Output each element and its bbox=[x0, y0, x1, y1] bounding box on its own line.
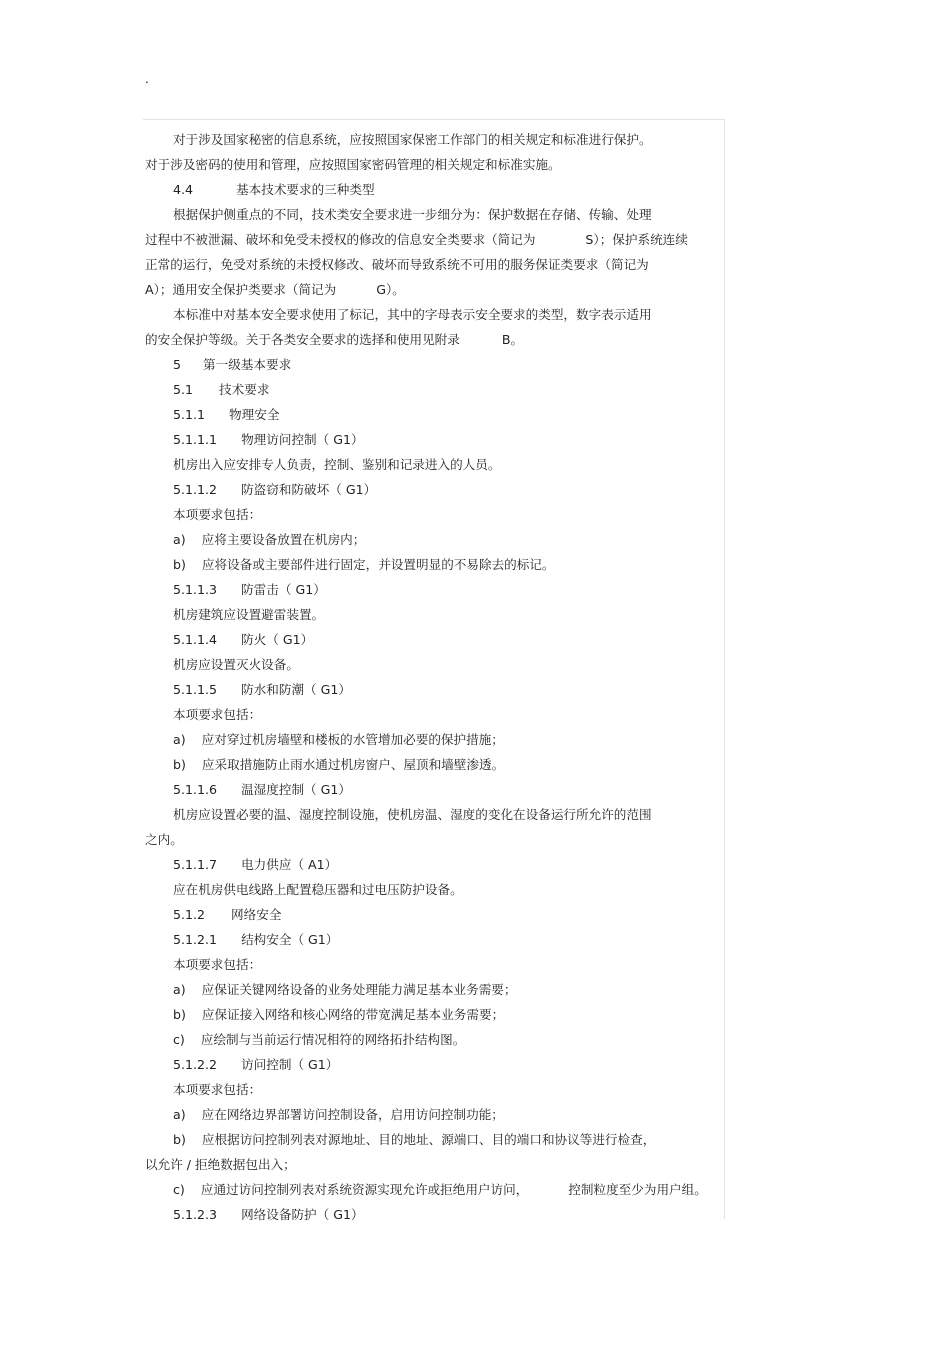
text-line bbox=[173, 580, 326, 600]
line-text: 应根据访问控制列表对源地址、目的地址、源端口、目的端口和协议等进行检查， bbox=[201, 1132, 656, 1147]
line-label: 5.1.2.1 bbox=[173, 932, 218, 947]
line-text: 本项要求包括： bbox=[173, 957, 262, 972]
line-text: 第一级基本要求 bbox=[203, 357, 292, 372]
line-label: b) bbox=[173, 557, 186, 572]
line-text: 本项要求包括： bbox=[173, 707, 262, 722]
line-label: 5.1.1.4 bbox=[173, 632, 218, 647]
line-text: 对于涉及密码的使用和管理，应按照国家密码管理的相关规定和标准实施。 bbox=[145, 157, 561, 172]
text-line bbox=[173, 880, 463, 900]
line-text: B。 bbox=[501, 332, 524, 347]
line-text: 温湿度控制（ G1） bbox=[241, 782, 351, 797]
line-text: G）。 bbox=[376, 282, 405, 297]
line-text: 应绘制与当前运行情况相符的网络拓扑结构图。 bbox=[200, 1032, 466, 1047]
line-label: a) bbox=[173, 1107, 186, 1122]
text-line bbox=[173, 1055, 338, 1075]
line-label: 5.1.1 bbox=[173, 407, 206, 422]
text-line bbox=[145, 330, 523, 350]
line-text: 机房出入应安排专人负责，控制、鉴别和记录进入的人员。 bbox=[173, 457, 501, 472]
text-line bbox=[173, 1030, 465, 1050]
line-label: b) bbox=[173, 1132, 186, 1147]
text-line bbox=[173, 180, 375, 200]
text-line bbox=[173, 505, 261, 525]
line-text: 应将设备或主要部件进行固定，并设置明显的不易除去的标记。 bbox=[201, 557, 555, 572]
text-line bbox=[173, 430, 364, 450]
line-label: b) bbox=[173, 1007, 186, 1022]
line-label: 5.1.1.6 bbox=[173, 782, 218, 797]
line-label: 5.1 bbox=[173, 382, 194, 397]
text-line bbox=[173, 1205, 364, 1225]
line-text: 机房应设置灭火设备。 bbox=[173, 657, 299, 672]
text-line bbox=[173, 355, 291, 375]
line-label: b) bbox=[173, 757, 186, 772]
line-text: 电力供应（ A1） bbox=[241, 857, 338, 872]
line-text: 本项要求包括： bbox=[173, 507, 262, 522]
line-text: 网络设备防护（ G1） bbox=[241, 1207, 364, 1222]
text-line bbox=[145, 230, 688, 250]
text-line bbox=[173, 855, 337, 875]
text-line bbox=[173, 1180, 707, 1200]
line-label: 5 bbox=[173, 357, 182, 372]
line-label: c) bbox=[173, 1182, 185, 1197]
text-line bbox=[173, 205, 652, 225]
text-line bbox=[173, 555, 555, 575]
line-text: 机房建筑应设置避雷装置。 bbox=[173, 607, 325, 622]
text-line bbox=[173, 1005, 504, 1025]
line-label: 5.1.2.3 bbox=[173, 1207, 218, 1222]
line-label: 5.1.2 bbox=[173, 907, 206, 922]
line-text: 对于涉及国家秘密的信息系统，应按照国家保密工作部门的相关规定和标准进行保护。 bbox=[173, 132, 652, 147]
text-line bbox=[173, 530, 365, 550]
text-line bbox=[145, 1155, 296, 1175]
line-label: c) bbox=[173, 1032, 185, 1047]
line-label: A）；通用安全保护类要求（简记为 bbox=[145, 282, 337, 297]
text-line bbox=[173, 905, 281, 925]
text-line bbox=[173, 680, 351, 700]
line-text: 应保证接入网络和核心网络的带宽满足基本业务需要； bbox=[201, 1007, 505, 1022]
text-line bbox=[173, 955, 261, 975]
frame-right-border bbox=[724, 119, 725, 1219]
page-marker: . bbox=[145, 72, 149, 86]
line-label: 的安全保护等级。关于各类安全要求的选择和使用见附录 bbox=[145, 332, 460, 347]
text-line bbox=[173, 405, 279, 425]
line-text: 应对穿过机房墙壁和楼板的水管增加必要的保护措施； bbox=[201, 732, 504, 747]
line-text: 网络安全 bbox=[231, 907, 282, 922]
line-label: 5.1.1.5 bbox=[173, 682, 218, 697]
line-text: 应在机房供电线路上配置稳压器和过电压防护设备。 bbox=[173, 882, 463, 897]
line-label: 5.1.1.1 bbox=[173, 432, 218, 447]
line-text: 应采取措施防止雨水通过机房窗户、屋顶和墙壁渗透。 bbox=[201, 757, 505, 772]
text-line bbox=[173, 480, 376, 500]
line-label: 5.1.1.2 bbox=[173, 482, 218, 497]
line-label: 5.1.1.3 bbox=[173, 582, 218, 597]
line-text: 之内。 bbox=[145, 832, 183, 847]
text-line bbox=[145, 155, 561, 175]
text-line bbox=[173, 655, 299, 675]
line-text: 防雷击（ G1） bbox=[241, 582, 326, 597]
text-line bbox=[145, 280, 405, 300]
text-line bbox=[173, 930, 338, 950]
text-line bbox=[173, 780, 351, 800]
text-line bbox=[145, 255, 649, 275]
text-line bbox=[173, 1080, 261, 1100]
text-line bbox=[173, 805, 652, 825]
line-text: 物理访问控制（ G1） bbox=[241, 432, 364, 447]
line-text: 防水和防潮（ G1） bbox=[241, 682, 351, 697]
text-line bbox=[173, 305, 652, 325]
line-text: 机房应设置必要的温、湿度控制设施，使机房温、湿度的变化在设备运行所允许的范围 bbox=[173, 807, 652, 822]
line-label: a) bbox=[173, 732, 186, 747]
text-line bbox=[173, 705, 261, 725]
line-text: 访问控制（ G1） bbox=[241, 1057, 339, 1072]
line-text: S）；保护系统连续 bbox=[585, 232, 688, 247]
line-text: 控制粒度至少为用户组。 bbox=[568, 1182, 707, 1197]
line-label: 5.1.1.7 bbox=[173, 857, 218, 872]
text-line bbox=[173, 730, 504, 750]
line-label: 5.1.2.2 bbox=[173, 1057, 218, 1072]
line-text: 技术要求 bbox=[219, 382, 270, 397]
text-line bbox=[173, 455, 500, 475]
line-label: 过程中不被泄漏、破坏和免受未授权的修改的信息安全类要求（简记为 bbox=[145, 232, 536, 247]
text-line bbox=[173, 1105, 504, 1125]
line-text: 物理安全 bbox=[229, 407, 280, 422]
line-text: 根据保护侧重点的不同，技术类安全要求进一步细分为：保护数据在存储、传输、处理 bbox=[173, 207, 652, 222]
text-line bbox=[173, 1130, 655, 1150]
line-text: 应在网络边界部署访问控制设备，启用访问控制功能； bbox=[201, 1107, 504, 1122]
line-text: 以允许 / 拒绝数据包出入； bbox=[145, 1157, 296, 1172]
line-text: 基本技术要求的三种类型 bbox=[236, 182, 375, 197]
line-text: 防盗窃和防破坏（ G1） bbox=[241, 482, 377, 497]
text-line bbox=[173, 130, 652, 150]
line-text: 正常的运行，免受对系统的未授权修改、破坏而导致系统不可用的服务保证类要求（简记为 bbox=[145, 257, 649, 272]
text-line bbox=[173, 630, 313, 650]
line-text: 防火（ G1） bbox=[241, 632, 314, 647]
line-text: 应保证关键网络设备的业务处理能力满足基本业务需要； bbox=[201, 982, 517, 997]
frame-top-border bbox=[143, 119, 725, 120]
line-text: 结构安全（ G1） bbox=[241, 932, 339, 947]
line-text: 本标准中对基本安全要求使用了标记，其中的字母表示安全要求的类型，数字表示适用 bbox=[173, 307, 652, 322]
line-label: a) bbox=[173, 982, 186, 997]
line-text: 本项要求包括： bbox=[173, 1082, 262, 1097]
line-label: a) bbox=[173, 532, 186, 547]
line-text: 应通过访问控制列表对系统资源实现允许或拒绝用户访问， bbox=[200, 1182, 529, 1197]
text-line bbox=[173, 605, 324, 625]
line-text: 应将主要设备放置在机房内； bbox=[201, 532, 366, 547]
text-line bbox=[145, 830, 183, 850]
text-line bbox=[173, 380, 269, 400]
text-line bbox=[173, 980, 516, 1000]
line-label: 4.4 bbox=[173, 182, 194, 197]
text-line bbox=[173, 755, 504, 775]
